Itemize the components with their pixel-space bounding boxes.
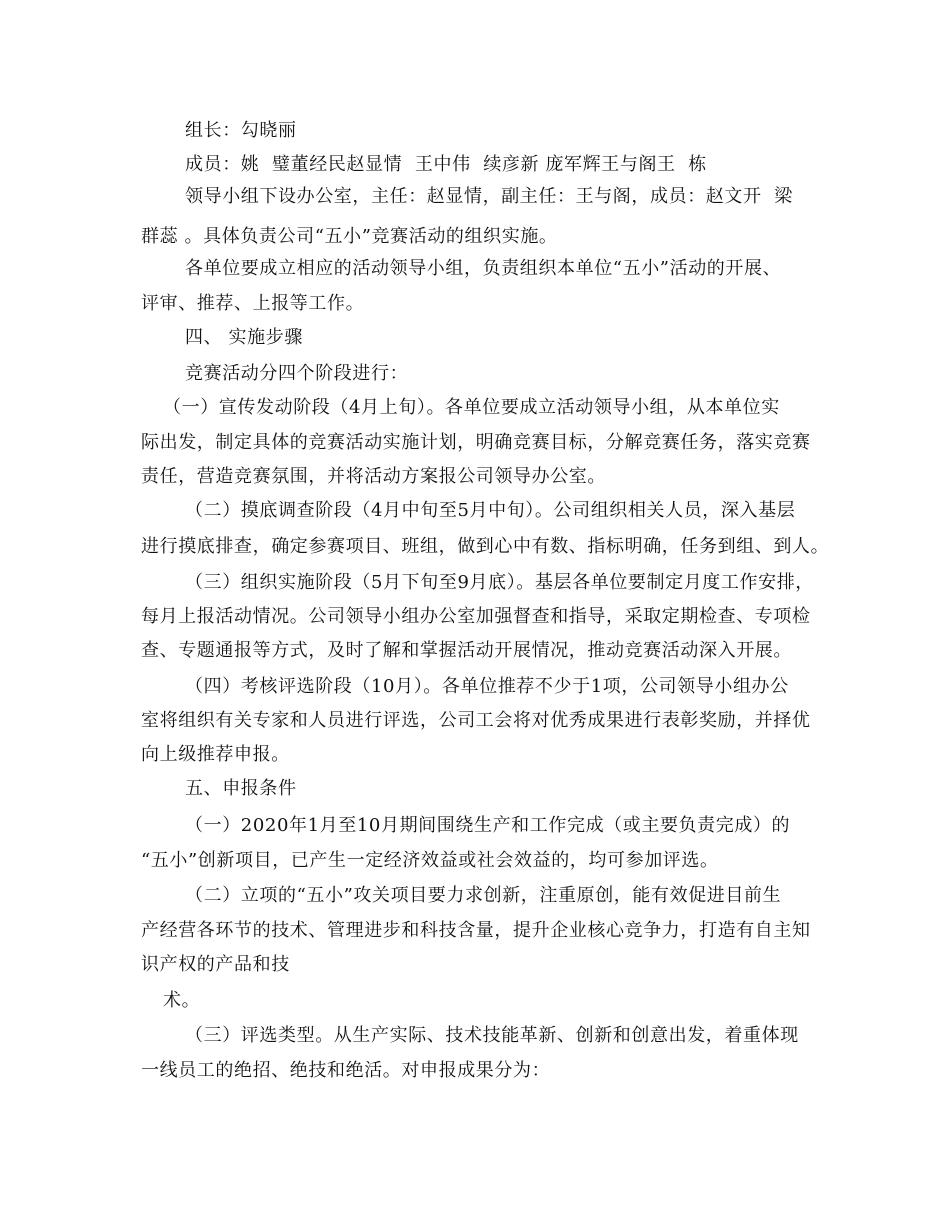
- text-line: 成员：姚 璧董经民赵显情 王中伟 续彦新 庞军辉王与阁王 栋: [185, 154, 707, 175]
- text-line: 群蕊 。具体负责公司“五小”竞赛活动的组织实施。: [141, 226, 558, 247]
- text-line: 产经营各环节的技术、管理进步和科技含量，提升企业核心竞争力，打造有自主知: [141, 920, 811, 941]
- text-line: （一）宣传发动阶段（4月上旬）。各单位要成立活动领导小组，从本单位实: [163, 397, 780, 418]
- text-line: 室将组织有关专家和人员进行评选，公司工会将对优秀成果进行表彰奖励，并择优: [141, 710, 811, 731]
- text-line: （四）考核评选阶段（10月）。各单位推荐不少于1项，公司领导小组办公: [185, 676, 789, 697]
- text-line: “五小”创新项目，已产生一定经济效益或社会效益的，均可参加评选。: [141, 850, 719, 871]
- section-heading: 五、申报条件: [185, 778, 297, 799]
- text-line: 组长：勾晓丽: [185, 120, 297, 141]
- text-line: 识产权的产品和技: [141, 954, 290, 975]
- text-line: 每月上报活动情况。公司领导小组办公室加强督查和指导，采取定期检查、专项检: [141, 606, 811, 627]
- text-line: 向上级推荐申报。: [141, 744, 290, 765]
- text-line: （三）组织实施阶段（5月下旬至9月底）。基层各单位要制定月度工作安排，: [185, 572, 814, 593]
- text-line: （二）立项的“五小”攻关项目要力求创新，注重原创，能有效促进目前生: [185, 885, 782, 906]
- text-line: 术。: [163, 990, 201, 1011]
- text-line: 竞赛活动分四个阶段进行：: [185, 363, 409, 384]
- text-line: 一线员工的绝招、绝技和绝活。对申报成果分为：: [141, 1060, 551, 1081]
- text-line: 评审、推荐、上报等工作。: [141, 293, 365, 314]
- text-line: 责任，营造竞赛氛围，并将活动方案报公司领导办公室。: [141, 466, 606, 487]
- text-line: 各单位要成立相应的活动领导小组，负责组织本单位“五小”活动的开展、: [185, 258, 782, 279]
- text-line: 进行摸底排查，确定参赛项目、班组，做到心中有数、指标明确，任务到组、到人。: [141, 536, 830, 557]
- text-line: 际出发，制定具体的竞赛活动实施计划，明确竞赛目标，分解竞赛任务，落实竞赛: [141, 432, 811, 453]
- section-heading: 四、 实施步骤: [185, 327, 303, 348]
- text-line: （三）评选类型。从生产实际、技术技能革新、创新和创意出发，着重体现: [185, 1025, 799, 1046]
- text-line: （二）摸底调查阶段（4月中旬至5月中旬）。公司组织相关人员，深入基层: [185, 500, 796, 521]
- text-line: （一）2020年1月至10月期间围绕生产和工作完成（或主要负责完成）的: [185, 815, 791, 836]
- text-line: 领导小组下设办公室，主任：赵显情，副主任：王与阁，成员：赵文开 梁: [185, 186, 793, 207]
- text-line: 查、专题通报等方式，及时了解和掌握活动开展情况，推动竞赛活动深入开展。: [141, 640, 792, 661]
